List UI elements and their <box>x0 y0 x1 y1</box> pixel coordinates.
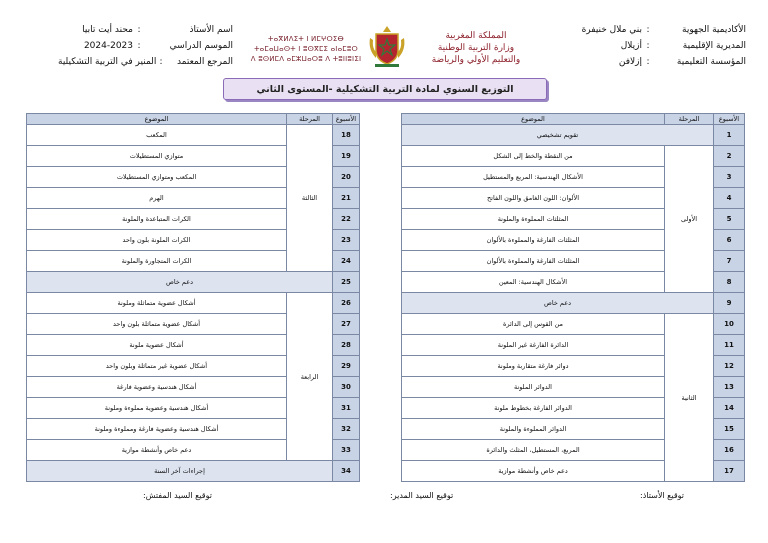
table-header-row <box>402 114 745 125</box>
week-number: 21 <box>333 188 360 209</box>
topic-cell: إجراءات آخر السنة <box>27 461 333 482</box>
director-signature-label: توقيع السيد المدير: <box>390 491 454 500</box>
topic-cell: أشكال عضوية ملونة <box>27 335 287 356</box>
topic-cell: من القوس إلى الدائرة <box>402 314 665 335</box>
ministry-tf-line: ⵜⴰⵎⴰⵡⴰⵙⵜ ⵏ ⵓⵙⴳⵎⵉ ⴰⵏⴰⵎⵓⵔ <box>254 45 358 53</box>
ministry-tf-line: ⴷ ⵓⵙⵍⵎⴷ ⴰⵎⵣⵡⴰⵔⵓ ⴷ ⵜⵓⵏⵏⵓⵏⵉⵏ <box>250 55 362 63</box>
table-row <box>402 146 745 167</box>
topic-cell: دعم خاص <box>27 272 333 293</box>
week-number: 14 <box>714 398 745 419</box>
topic-cell: المثلثات الفارغة والمملوءة بالألوان <box>402 251 665 272</box>
topic-cell: المكعب <box>27 125 287 146</box>
week-number: 11 <box>714 335 745 356</box>
phase-cell: الرابعة <box>287 293 333 461</box>
week-number: 8 <box>714 272 745 293</box>
week-number: 26 <box>333 293 360 314</box>
school-label: المؤسسة التعليمية <box>676 57 746 67</box>
topic-cell: أشكال عضوية متماثلة بلون واحد <box>27 314 287 335</box>
page-title: التوزيع السنوي لمادة التربية التشكيلية -المستوى الثاني <box>223 78 547 100</box>
week-number: 12 <box>714 356 745 377</box>
table-row <box>27 272 360 293</box>
week-number: 6 <box>714 230 745 251</box>
topic-cell: أشكال عضوية متماثلة وملونة <box>27 293 287 314</box>
topic-cell: متوازي المستطيلات <box>27 146 287 167</box>
table-row <box>402 125 745 146</box>
topic-cell: الكرات الملونة بلون واحد <box>27 230 287 251</box>
topic-cell: الألوان: اللون الغامق واللون الفاتح <box>402 188 665 209</box>
topic-cell: أشكال هندسية وعضوية فارغة <box>27 377 287 398</box>
header-row-season: الموسم الدراسي : 2024-2023 <box>58 38 233 54</box>
topic-cell: الدوائر الملونة <box>402 377 665 398</box>
topic-cell: الدائرة الفارغة غير الملونة <box>402 335 665 356</box>
week-number: 25 <box>333 272 360 293</box>
topic-cell: دعم خاص وأنشطة موازية <box>27 440 287 461</box>
header-topic: الموضوع <box>402 114 665 125</box>
academy-label: الأكاديمية الجهوية <box>682 25 746 35</box>
week-number: 32 <box>333 419 360 440</box>
table-header-row <box>27 114 360 125</box>
schedule-table-left <box>26 113 360 482</box>
week-number: 31 <box>333 398 360 419</box>
week-number: 2 <box>714 146 745 167</box>
table-row <box>27 461 360 482</box>
header-row-school: المؤسسة التعليمية : إزلافن <box>546 54 746 70</box>
topic-cell: الكرات المتجاورة والملونة <box>27 251 287 272</box>
week-number: 34 <box>333 461 360 482</box>
week-number: 9 <box>714 293 745 314</box>
teacher-signature-label: توقيع الأستاذ: <box>640 491 684 500</box>
week-number: 5 <box>714 209 745 230</box>
table-row <box>402 314 745 335</box>
ministry-line: المملكة المغربية <box>445 31 507 41</box>
topic-cell: الدوائر الفارغة بخطوط ملونة <box>402 398 665 419</box>
schedule-table-right <box>401 113 745 482</box>
directorate-label: المديرية الإقليمية <box>682 41 746 51</box>
week-number: 18 <box>333 125 360 146</box>
header-school-info <box>546 22 746 70</box>
week-number: 13 <box>714 377 745 398</box>
reference-value: المنير في التربية التشكيلية <box>58 57 157 67</box>
week-number: 10 <box>714 314 745 335</box>
phase-cell: الثالثة <box>287 125 333 272</box>
reference-label: المرجع المعتمد <box>176 57 233 67</box>
table-row <box>402 293 745 314</box>
week-number: 23 <box>333 230 360 251</box>
table-row <box>27 293 360 314</box>
week-number: 19 <box>333 146 360 167</box>
season-label: الموسم الدراسي <box>169 41 233 51</box>
week-number: 33 <box>333 440 360 461</box>
topic-cell: الهرم <box>27 188 287 209</box>
coat-of-arms-icon <box>367 24 407 68</box>
topic-cell: المربع، المستطيل، المثلث والدائرة <box>402 440 665 461</box>
header-row-teacher: اسم الأستاذ : محند أيت تابيا <box>58 22 233 38</box>
header-row-reference: المرجع المعتمد : المنير في التربية التشكيلية <box>58 54 233 70</box>
topic-cell: المثلثات المملوءة والملونة <box>402 209 665 230</box>
week-number: 4 <box>714 188 745 209</box>
week-number: 7 <box>714 251 745 272</box>
topic-cell: أشكال عضوية غير متماثلة وبلون واحد <box>27 356 287 377</box>
ministry-line: وزارة التربية الوطنية <box>437 43 515 53</box>
topic-cell: الأشكال الهندسية: المربع والمستطيل <box>402 167 665 188</box>
week-number: 24 <box>333 251 360 272</box>
header-teacher-info <box>58 22 233 70</box>
week-number: 1 <box>714 125 745 146</box>
week-number: 15 <box>714 419 745 440</box>
week-number: 16 <box>714 440 745 461</box>
inspector-signature-label: توقيع السيد المفتش: <box>143 491 212 500</box>
week-number: 27 <box>333 314 360 335</box>
topic-cell: دوائر فارغة متقاربة وملونة <box>402 356 665 377</box>
ministry-tf-line: ⵜⴰⴳⵍⴷⵉⵜ ⵏ ⵍⵎⵖⵔⵉⴱ <box>268 35 344 43</box>
school-value: إزلافن <box>618 57 642 67</box>
header-row-academy: الأكاديمية الجهوية : بني ملال خنيفرة <box>546 22 746 38</box>
header-phase: المرحلة <box>665 114 714 125</box>
topic-cell: المكعب ومتوازي المستطيلات <box>27 167 287 188</box>
header-phase: المرحلة <box>287 114 333 125</box>
week-number: 28 <box>333 335 360 356</box>
week-number: 17 <box>714 461 745 482</box>
teacher-value: محند أيت تابيا <box>82 25 133 35</box>
week-number: 20 <box>333 167 360 188</box>
topic-cell: الكرات المتباعدة والملونة <box>27 209 287 230</box>
phase-cell: الأولى <box>665 146 714 293</box>
topic-cell: من النقطة والخط إلى الشكل <box>402 146 665 167</box>
topic-cell: أشكال هندسية وعضوية مملوءة وملونة <box>27 398 287 419</box>
topic-cell: دعم خاص <box>402 293 714 314</box>
topic-cell: الدوائر المملوءة والملونة <box>402 419 665 440</box>
header-week: الأسبوع <box>714 114 745 125</box>
week-number: 29 <box>333 356 360 377</box>
ministry-line: والتعليم الأولي والرياضة <box>431 55 521 65</box>
header-row-directorate: المديرية الإقليمية : أزيلال <box>546 38 746 54</box>
week-number: 3 <box>714 167 745 188</box>
ministry-tifinagh <box>246 34 366 64</box>
week-number: 30 <box>333 377 360 398</box>
header-week: الأسبوع <box>333 114 360 125</box>
teacher-label: اسم الأستاذ <box>189 25 233 35</box>
season-value: 2024-2023 <box>83 41 133 51</box>
topic-cell: المثلثات الفارغة والمملوءة بالألوان <box>402 230 665 251</box>
topic-cell: الأشكال الهندسية: المعين <box>402 272 665 293</box>
directorate-value: أزيلال <box>620 41 642 51</box>
academy-value: بني ملال خنيفرة <box>581 25 642 35</box>
topic-cell: أشكال هندسية وعضوية فارغة ومملوءة وملونة <box>27 419 287 440</box>
topic-cell: دعم خاص وأنشطة موازية <box>402 461 665 482</box>
topic-cell: تقويم تشخيصي <box>402 125 714 146</box>
week-number: 22 <box>333 209 360 230</box>
table-row <box>27 125 360 146</box>
header-topic: الموضوع <box>27 114 287 125</box>
ministry-arabic <box>420 30 532 66</box>
phase-cell: الثانية <box>665 314 714 482</box>
